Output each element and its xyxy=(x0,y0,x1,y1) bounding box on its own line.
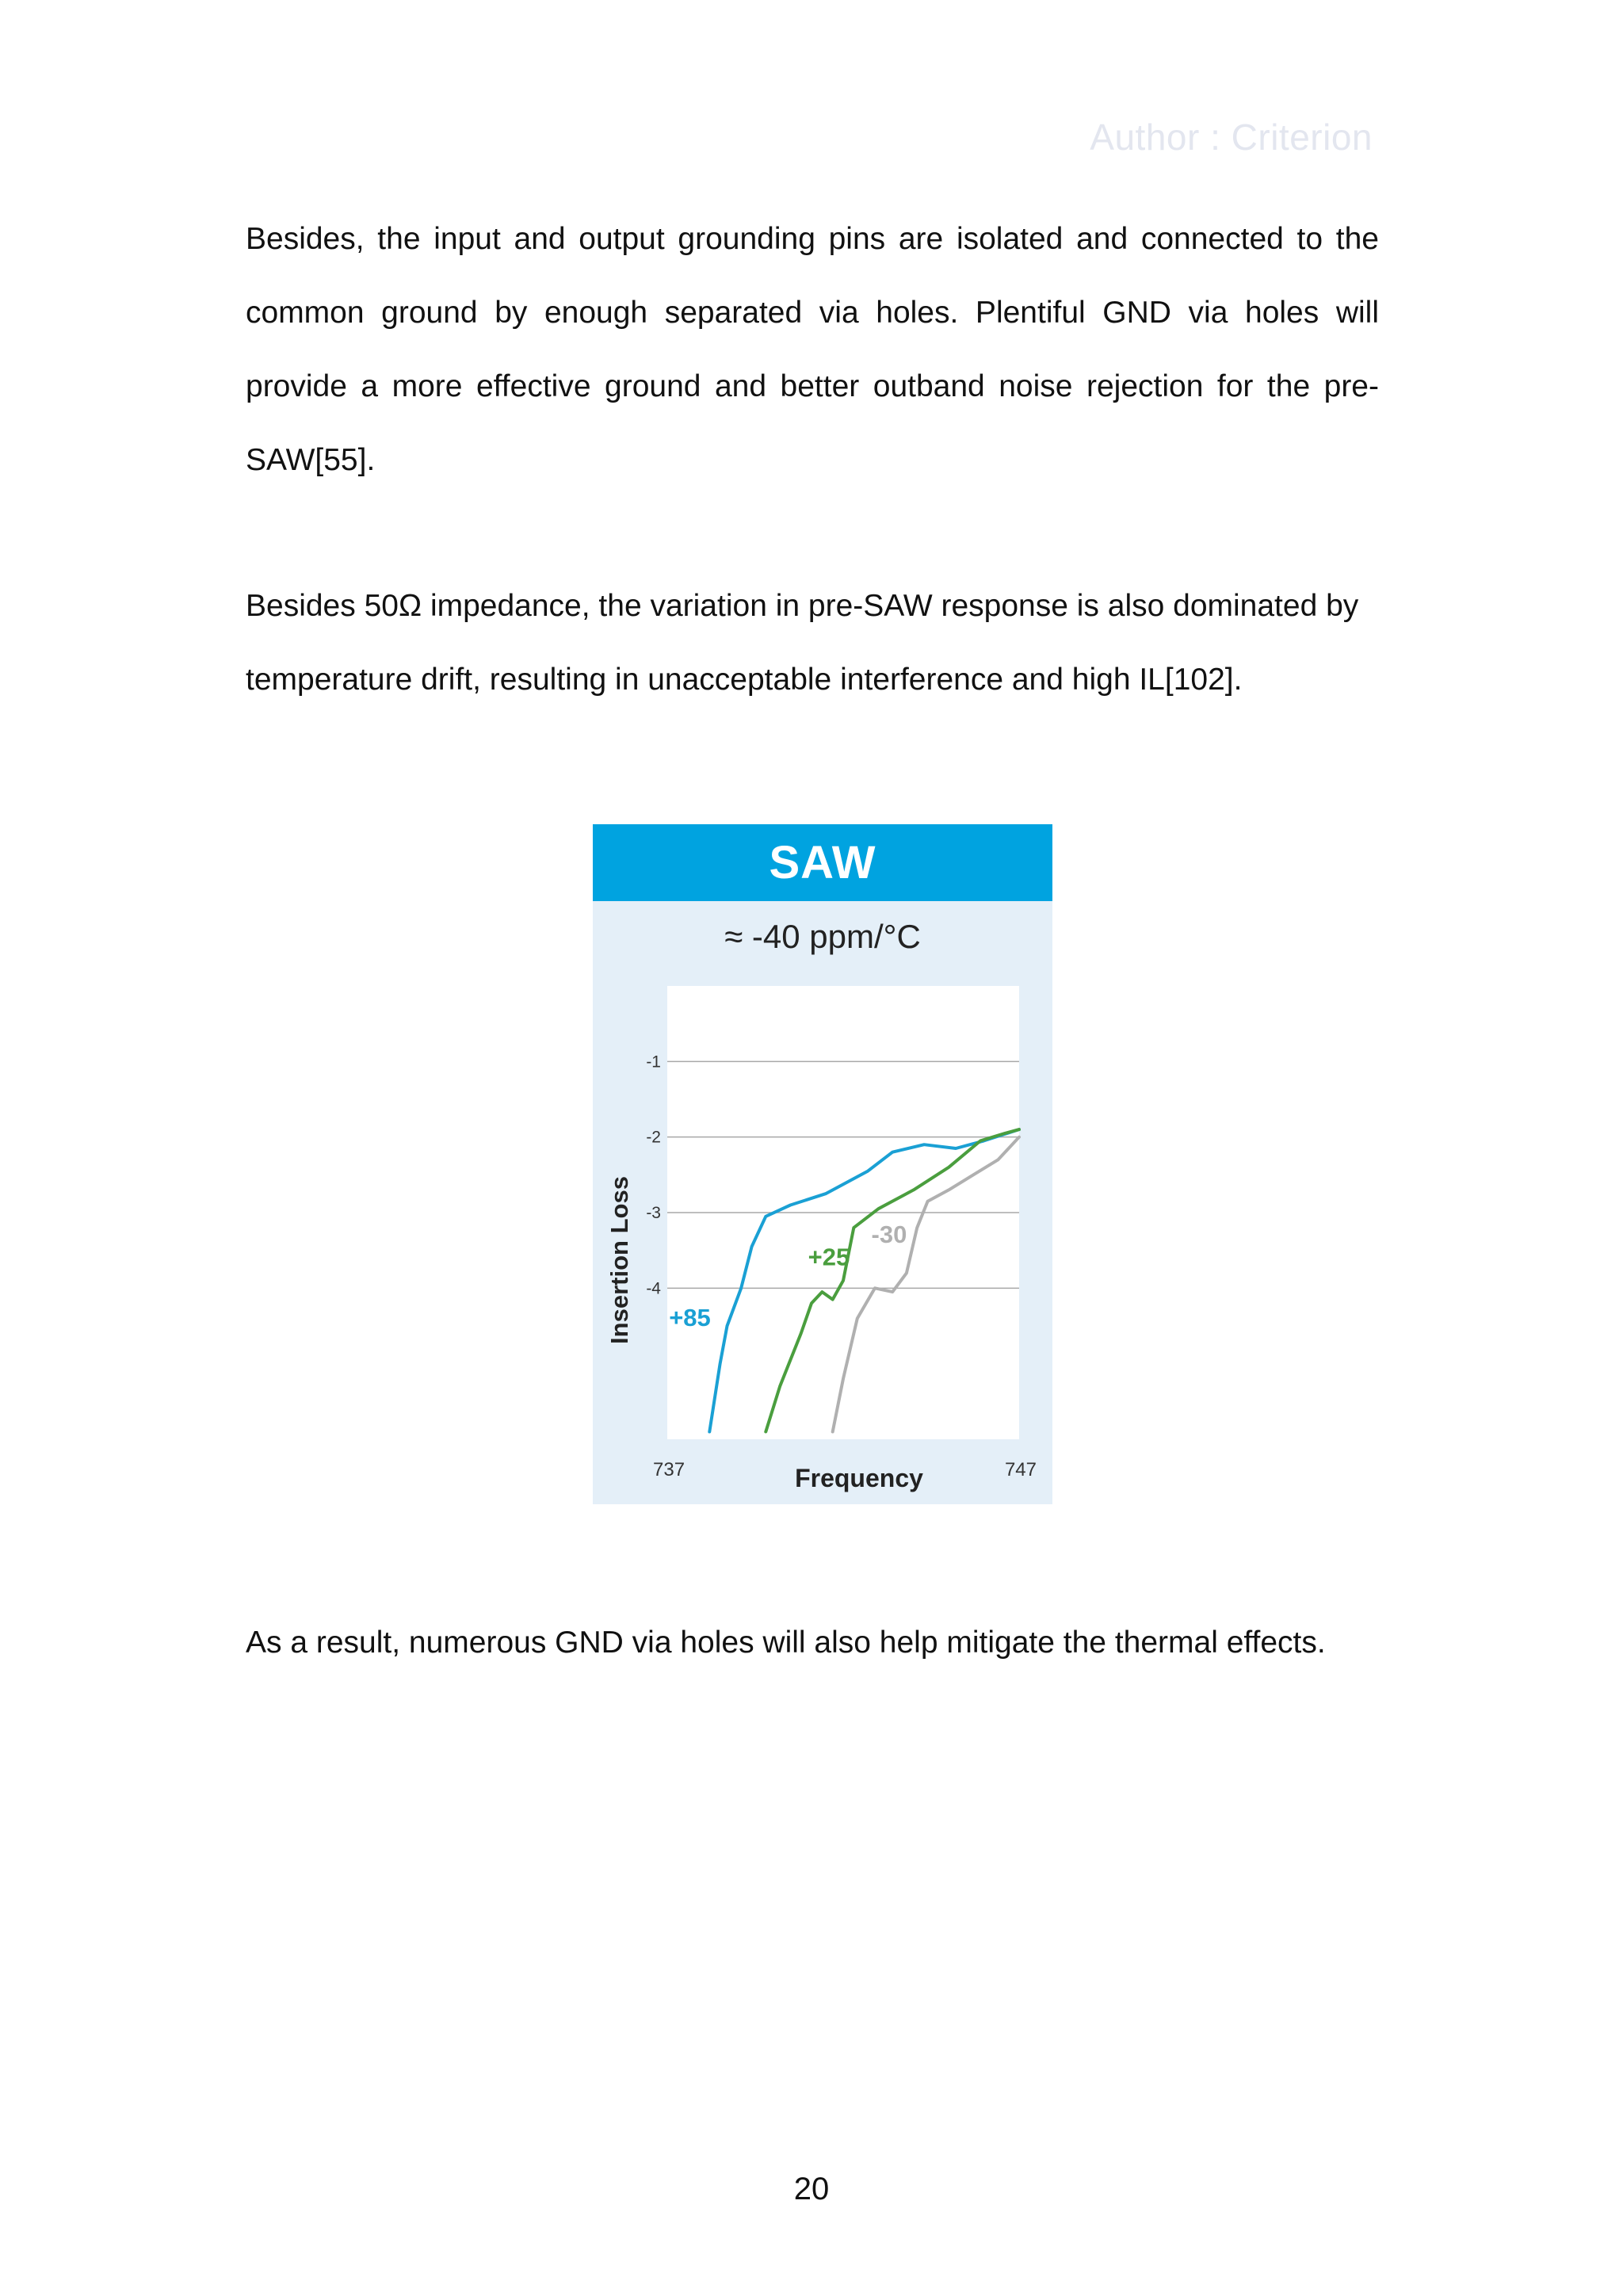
paragraph-conclusion: As a result, numerous GND via holes will also help mitigate the thermal effects. xyxy=(246,1626,1326,1660)
paragraph-temperature: Besides 50Ω impedance, the variation in pre-SAW response is also dominated by temperature drift, resulting in unacceptable interference and high IL[102]. xyxy=(246,589,1359,697)
saw-figure xyxy=(593,824,1052,1504)
x-tick-label: 737 xyxy=(653,1459,685,1480)
figure-title: SAW xyxy=(593,824,1052,901)
y-axis-label: Insertion Loss xyxy=(605,1176,633,1344)
insertion-loss-chart xyxy=(593,824,1052,1504)
x-tick-label: 747 xyxy=(1004,1459,1037,1480)
y-tick-label: -3 xyxy=(646,1204,661,1222)
author-watermark: Author : Criterion xyxy=(1090,117,1373,158)
series-label: +25 xyxy=(808,1243,850,1271)
series-label: +85 xyxy=(669,1304,711,1331)
x-axis-label: Frequency xyxy=(795,1464,923,1492)
series-label: -30 xyxy=(871,1221,907,1249)
y-tick-label: -2 xyxy=(646,1128,661,1147)
page-number: 20 xyxy=(793,2172,830,2206)
figure-subtitle: ≈ -40 ppm/°C xyxy=(724,918,921,955)
paragraph-grounding: Besides, the input and output grounding pins are isolated and connected to the common ground by enough separated via holes. Plentiful GND via holes will provide a more effective ground and better outband noise rejection for the pre-SAW[55]. xyxy=(246,222,1379,477)
y-tick-label: -1 xyxy=(646,1052,661,1072)
y-tick-label: -4 xyxy=(646,1279,661,1298)
